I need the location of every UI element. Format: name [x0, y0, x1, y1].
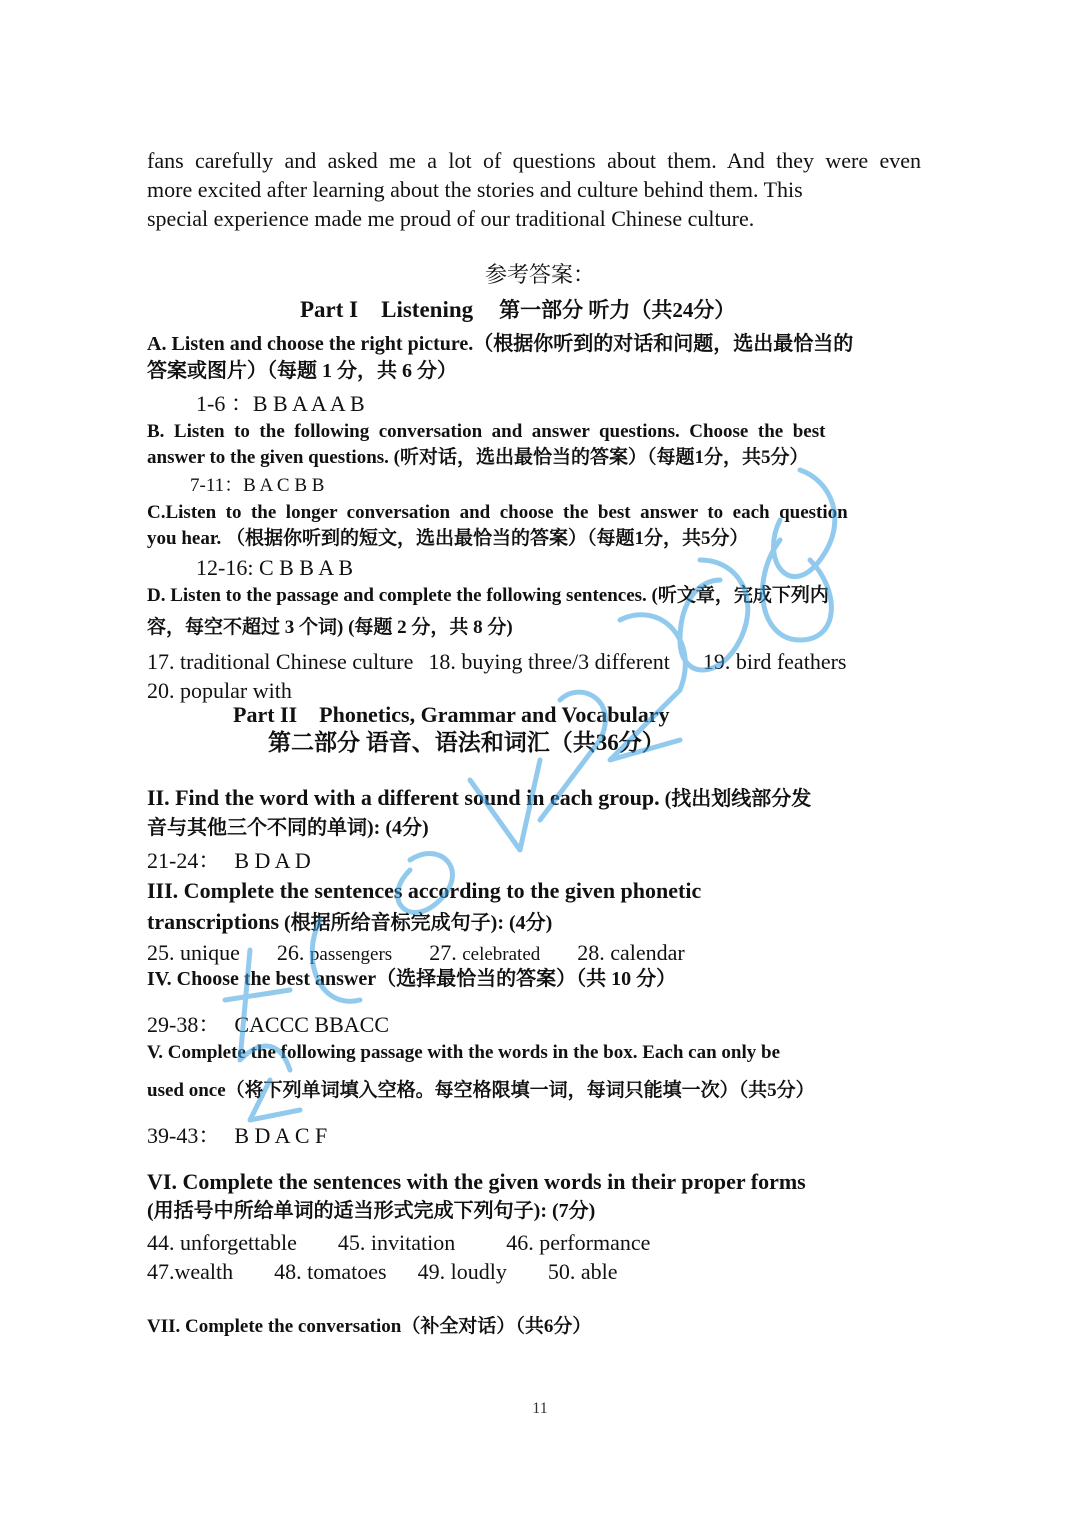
section-a-line-1: A. Listen and choose the right picture.（根据你听到的对话和问题，选出最恰当的	[147, 333, 854, 355]
part2-title-en: Part II Phonetics, Grammar and Vocabulary	[233, 702, 670, 727]
section-ii-answers-row	[147, 848, 311, 873]
section-a-line-2: 答案或图片）（每题 1 分，共 6 分）	[147, 360, 457, 382]
section-iv-answers: CACCC BBACC	[234, 1012, 389, 1037]
section-vi-line-2: (用括号中所给单词的适当形式完成下列句子): (7分)	[147, 1200, 596, 1222]
section-iii-title-cn: (根据所给音标完成句子): (4分)	[279, 912, 553, 934]
answer-47: 47.wealth	[147, 1259, 234, 1284]
section-ii-line-2: 音与其他三个不同的单词): (4分)	[147, 817, 429, 839]
answer-27: celebrated	[462, 944, 541, 965]
intro-line-1: fans carefully and asked me a lot of questions about them. And they were even	[147, 148, 921, 173]
answer-27-number: 27.	[429, 940, 457, 965]
section-vii-line-1: VII. Complete the conversation（补全对话）（共6分）	[147, 1316, 592, 1337]
section-v-answers-label: 39-43：	[147, 1123, 221, 1148]
section-vi-answers-row-1	[147, 1230, 650, 1255]
section-iv-answers-label: 29-38：	[147, 1012, 221, 1037]
answer-19: 19. bird feathers	[702, 649, 847, 674]
section-iii-line-2	[147, 909, 552, 935]
answer-45: 45. invitation	[337, 1230, 456, 1255]
answer-44: 44. unforgettable	[147, 1230, 297, 1255]
section-c-answers: 12-16: C B B A B	[196, 555, 354, 580]
section-iv-answers-row	[147, 1012, 389, 1037]
section-d-line-2: 容，每空不超过 3 个词) (每题 2 分，共 8 分)	[147, 617, 513, 638]
section-v-answers: B D A C F	[234, 1123, 328, 1148]
section-b-answers: 7-11：B A C B B	[190, 475, 325, 496]
part1-heading	[300, 297, 735, 323]
section-ii-line-1	[147, 785, 811, 811]
page-number: 11	[532, 1400, 548, 1417]
section-iii-title-en: transcriptions	[147, 909, 279, 934]
section-vi-answers-row-2	[147, 1259, 617, 1284]
intro-line-3: special experience made me proud of our traditional Chinese culture.	[147, 206, 755, 231]
answer-28: 28. calendar	[577, 940, 685, 965]
intro-line-2: more excited after learning about the stories and culture behind them. This	[147, 177, 803, 202]
answer-49: 49. loudly	[417, 1259, 507, 1284]
section-ii-answers-label: 21-24：	[147, 848, 221, 873]
section-d-answers-row	[147, 649, 846, 674]
section-v-answers-row	[147, 1123, 327, 1148]
section-v-line-1: V. Complete the following passage with the words in the box. Each can only be	[147, 1042, 781, 1063]
section-iii-line-1: III. Complete the sentences according to the given phonetic	[147, 878, 702, 903]
section-c-line-2: you hear. （根据你听到的短文，选出最恰当的答案）（每题1分，共5分）	[147, 528, 749, 549]
answer-25: 25. unique	[147, 940, 240, 965]
answer-46: 46. performance	[506, 1230, 651, 1255]
section-vi-line-1: VI. Complete the sentences with the given words in their proper forms	[147, 1169, 806, 1194]
section-iv-line-1: IV. Choose the best answer（选择最恰当的答案）（共 10 分）	[147, 968, 677, 990]
section-d-line-1: D. Listen to the passage and complete the following sentences. (听文章，完成下列内	[147, 585, 829, 606]
answer-26-number: 26.	[276, 940, 305, 965]
part2-title-cn: 第二部分 语音、语法和词汇（共36分）	[268, 730, 665, 755]
section-ii-title-en: II. Find the word with a different sound in each group.	[147, 785, 660, 810]
answer-26: passengers	[309, 944, 393, 965]
answer-50: 50. able	[547, 1259, 618, 1284]
answer-18: 18. buying three/3 different	[428, 649, 670, 674]
section-b-line-1: B. Listen to the following conversation and answer questions. Choose the best	[147, 421, 826, 442]
section-v-line-2: used once（将下列单词填入空格。每空格限填一词，每词只能填一次）（共5分）	[147, 1080, 815, 1101]
section-ii-answers: B D A D	[234, 848, 311, 873]
part1-title-en: Part I Listening	[300, 297, 474, 322]
section-a-answers: 1-6 ：B B A A A B	[196, 391, 365, 416]
section-b-line-2: answer to the given questions. (听对话，选出最恰当的答案）（每题1分，共5分）	[147, 447, 809, 468]
part1-title-cn: 第一部分 听力（共24分）	[499, 298, 736, 322]
section-iii-answers-row	[147, 940, 685, 966]
answer-17: 17. traditional Chinese culture	[147, 649, 414, 674]
section-c-line-1: C.Listen to the longer conversation and choose the best answer to each question	[147, 502, 848, 523]
section-ii-title-cn: (找出划线部分发	[659, 788, 812, 810]
answer-20: 20. popular with	[147, 678, 292, 703]
answers-title: 参考答案：	[484, 262, 595, 287]
answer-48: 48. tomatoes	[274, 1259, 387, 1284]
